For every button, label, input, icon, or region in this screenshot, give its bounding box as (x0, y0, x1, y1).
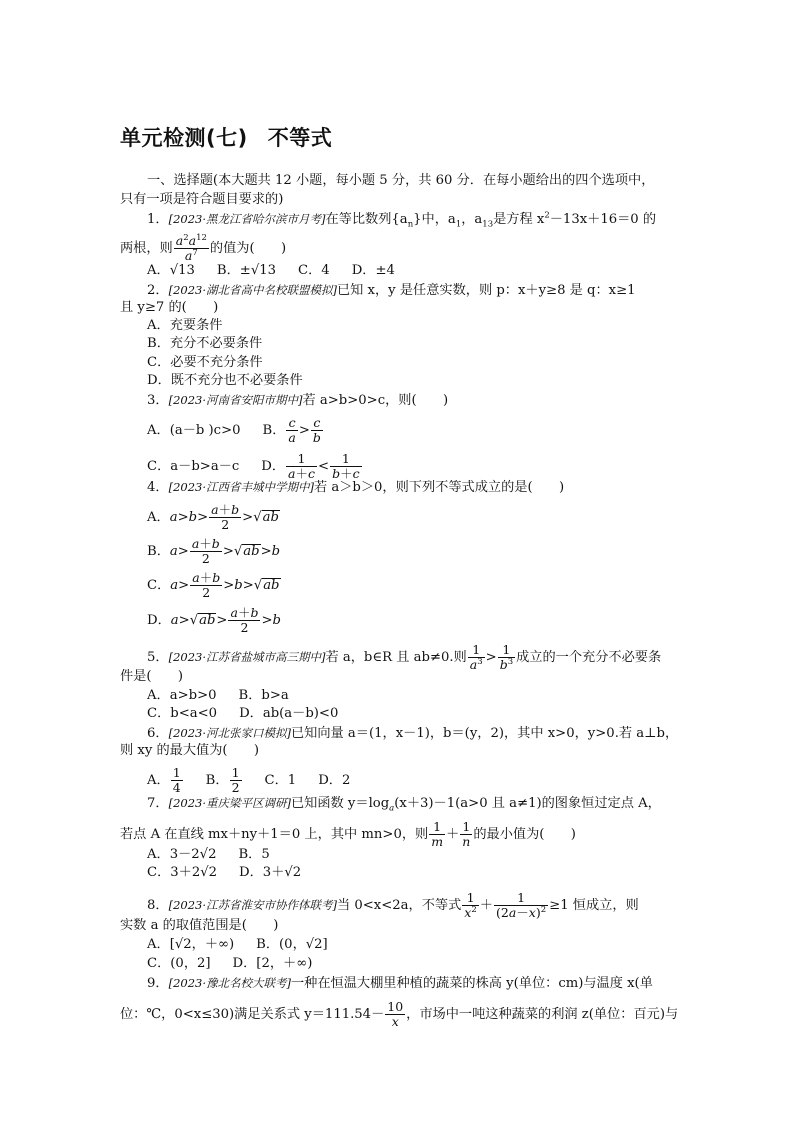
question-8-line2: 实数 a 的取值范围是( ) (120, 918, 279, 933)
q7-option-d: D．3＋√2 (239, 865, 302, 880)
q4-option-a: A．a>b> $\frac{a+b}{2}$ >√ab (147, 502, 279, 532)
question-1-line2: 两根，则 $\frac{a^2a^{12}}{a^7}$ 的值为( ) (120, 232, 287, 263)
question-3: 3．[2023·河南省安阳市期中]若 a>b>0>c，则( ) (147, 393, 449, 408)
q5-options-cd (147, 705, 338, 723)
question-7: 7．[2023·重庆梁平区调研]已知函数 $y=\log_a(x+3)-1(a>0$ 且 a≠1)的图象恒过定点 A， (147, 796, 661, 814)
q6-option-a: A． (147, 773, 170, 788)
q7-source: [2023·重庆梁平区调研] (168, 796, 291, 810)
question-2: 2．[2023·湖北省高中名校联盟模拟]已知 x，y 是任意实数，则 p：x＋y≥8 是 q：x≥1 (147, 283, 636, 298)
q5-option-a: A．a>b>0 (147, 688, 217, 703)
q3-option-a: A．(a－b )c>0 (147, 423, 241, 438)
q3-option-b: B． (262, 423, 286, 438)
q1-options (147, 262, 395, 280)
question-8: 8．[2023·江苏省淮安市协作体联考]当 0<x<2a，不等式 $\frac{1}{x^2}$ ＋ $\frac{1}{(2a-x)^2}$ ≥1 恒成立，则 (147, 890, 639, 920)
q7-option-b: B．5 (238, 847, 270, 862)
q9-source: [2023·豫北名校大联考] (168, 976, 291, 990)
question-6-line2: 则 xy 的最大值为( ) (120, 743, 260, 758)
q1-option-a: A．√13 (147, 263, 195, 278)
question-7-line2: 若点 A 在直线 mx＋ny＋1＝0 上，其中 mn>0，则 $\frac{1}{m}$ ＋ $\frac{1}{n}$ 的最小值为( ) (120, 819, 576, 849)
question-1: 1．[2023·黑龙江省哈尔滨市月考]在等比数列$\{a_n\}$中，$a_1$，$a_{13}$是方程 $x^2-13x+16=0$ 的 (147, 210, 657, 230)
q8-option-a: A．[√2，＋∞) (147, 937, 235, 952)
q4-option-d: D．a>√ab> $\frac{a+b}{2}$ >b (147, 605, 281, 635)
q2-option-d: D．既不充分也不必要条件 (147, 373, 303, 388)
q1-option-c: C．4 (298, 263, 330, 278)
question-4: 4．[2023·江西省丰城中学期中]若 a＞b＞0，则下列不等式成立的是( ) (147, 480, 565, 495)
question-9: 9．[2023·豫北名校大联考]一种在恒温大棚里种植的蔬菜的株高 y(单位：cm)与温度 x(单 (147, 976, 653, 991)
q2-source: [2023·湖北省高中名校联盟模拟] (168, 283, 337, 297)
q2-option-b: B．充分不必要条件 (147, 336, 263, 351)
page-title (120, 122, 332, 152)
q6-options: A． $\frac{1}{4}$ B． $\frac{1}{2}$ C．1 D．2 (147, 765, 351, 795)
question-5: 5．[2023·江苏省盐城市高三期中]若 a，b∈R 且 ab≠0.则 $\frac{1}{a^3}$ > $\frac{1}{b^3}$ 成立的一个充分不必要条 (147, 642, 662, 672)
q2-option-a: A．充要条件 (147, 318, 223, 333)
section-intro-line1: 一、选择题(本大题共 12 小题，每小题 5 分，共 60 分．在每小题给出的四个选项中， (147, 173, 655, 188)
q3-options-cd: C．a－b>a－c D． $\frac{1}{a+c}$ < $\frac{1}{b+c}$ (147, 451, 360, 481)
section-intro-line2: 只有一项是符合题目要求的) (120, 192, 284, 207)
question-5-line2: 件是( ) (120, 669, 184, 684)
q1-option-d: D．±4 (351, 263, 395, 278)
q7-option-a: A．3－2√2 (147, 847, 217, 862)
q8-option-d: D．[2，＋∞) (232, 956, 313, 971)
q3-option-c: C．a－b>a－c (147, 459, 240, 474)
q7-options-cd (147, 864, 301, 882)
q5-option-b: B．b>a (238, 688, 289, 703)
question-2-line2: 且 y≥7 的( ) (120, 300, 219, 315)
title-sub: 不等式 (267, 126, 333, 150)
q4-option-b: B．a> $\frac{a+b}{2}$ >√ab>b (147, 536, 281, 566)
q8-source: [2023·江苏省淮安市协作体联考] (168, 898, 337, 912)
question-9-line2: 位：℃，0<x≤30)满足关系式 y＝111.54－ $\frac{10}{x}$ ，市场中一吨这种蔬菜的利润 z(单位：百元)与 (120, 999, 679, 1029)
q5-source: [2023·江苏省盐城市高三期中] (168, 650, 326, 664)
q5-option-d: D．ab(a－b)<0 (239, 706, 339, 721)
q2-option-c: C．必要不充分条件 (147, 355, 263, 370)
q7-options-ab (147, 846, 270, 864)
q8-options-cd (147, 955, 312, 973)
q8-option-c: C．(0，2] (147, 956, 211, 971)
q6-option-d: D．2 (318, 773, 351, 788)
q7-option-c: C．3＋2√2 (147, 865, 218, 880)
q1-option-b: B．±√13 (216, 263, 277, 278)
q3-source: [2023·河南省安阳市期中] (168, 393, 303, 407)
q6-source: [2023·河北张家口模拟] (168, 726, 291, 740)
question-6: 6．[2023·河北张家口模拟]已知向量 a＝(1，x－1)，b＝(y，2)，其中 x>0，y>0.若 a⊥b， (147, 726, 679, 741)
q6-option-b: B． (205, 773, 229, 788)
title-main: 单元检测(七) (120, 126, 248, 150)
q8-options-ab (147, 936, 328, 954)
q3-option-d: D． (261, 459, 286, 474)
q4-source: [2023·江西省丰城中学期中] (168, 480, 314, 494)
q4-option-c: C．a> $\frac{a+b}{2}$ >b>√ab (147, 570, 280, 600)
q8-option-b: B．(0，√2] (256, 937, 328, 952)
q1-source: [2023·黑龙江省哈尔滨市月考] (168, 212, 326, 226)
q6-option-c: C．1 (264, 773, 297, 788)
q1-fraction: $\frac{a^2a^{12}}{a^7}$ (175, 232, 207, 263)
q3-options-ab: A．(a－b )c>0 B． $\frac{c}{a}$ > $\frac{c}{b}$ (147, 415, 321, 445)
q5-option-c: C．b<a<0 (147, 706, 218, 721)
q5-options-ab (147, 687, 289, 705)
